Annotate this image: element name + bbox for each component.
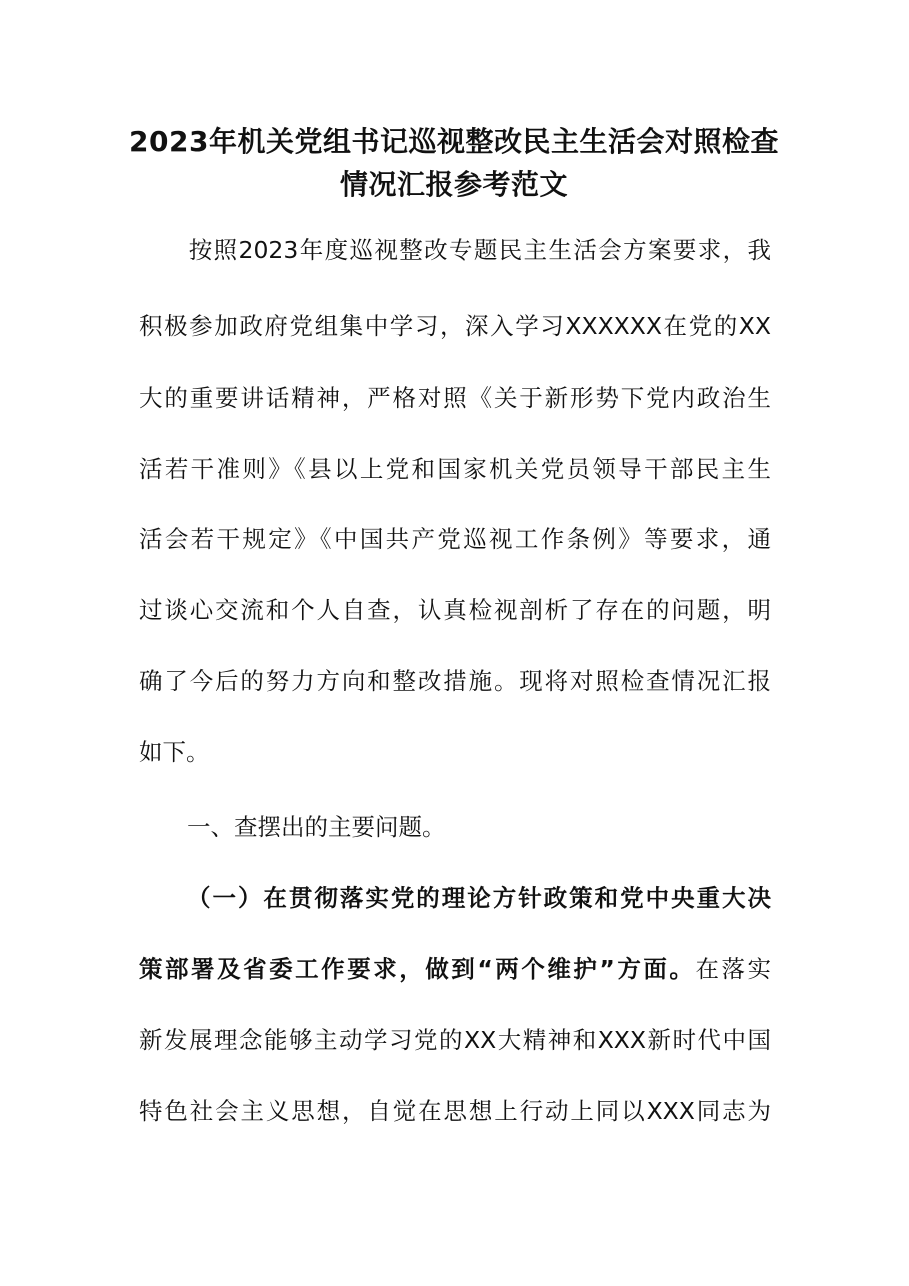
document-title-line-1: 2023年机关党组书记巡视整改民主生活会对照检查 <box>129 125 779 158</box>
intro-line: 积极参加政府党组集中学习，深入学习XXXXXX在党的XX <box>139 312 771 340</box>
subsection-heading-line-2: 策部署及省委工作要求，做到“两个维护”方面。 <box>139 955 696 983</box>
intro-line: 按照2023年度巡视整改专题民主生活会方案要求，我 <box>139 236 771 264</box>
subsection-body-line: 特色社会主义思想，自觉在思想上行动上同以XXX同志为 <box>139 1097 771 1125</box>
intro-line: 确了今后的努力方向和整改措施。现将对照检查情况汇报 <box>139 667 771 695</box>
intro-line: 活会若干规定》《中国共产党巡视工作条例》等要求，通 <box>139 525 771 553</box>
intro-line: 如下。 <box>139 738 210 766</box>
subsection-line-2 <box>139 933 771 1005</box>
intro-line: 活若干准则》《县以上党和国家机关党员领导干部民主生 <box>139 455 771 483</box>
intro-line: 大的重要讲话精神，严格对照《关于新形势下党内政治生 <box>139 384 771 412</box>
section-heading: 一、查摆出的主要问题。 <box>187 813 446 841</box>
subsection-heading-line-1: （一）在贯彻落实党的理论方针政策和党中央重大决 <box>187 884 771 912</box>
subsection-body-line: 新发展理念能够主动学习党的XX大精神和XXX新时代中国 <box>139 1026 771 1054</box>
subsection-body-start: 在落实 <box>695 955 772 983</box>
intro-line: 过谈心交流和个人自查，认真检视剖析了存在的问题，明 <box>139 596 771 624</box>
document-title-line-2: 情况汇报参考范文 <box>339 168 568 201</box>
